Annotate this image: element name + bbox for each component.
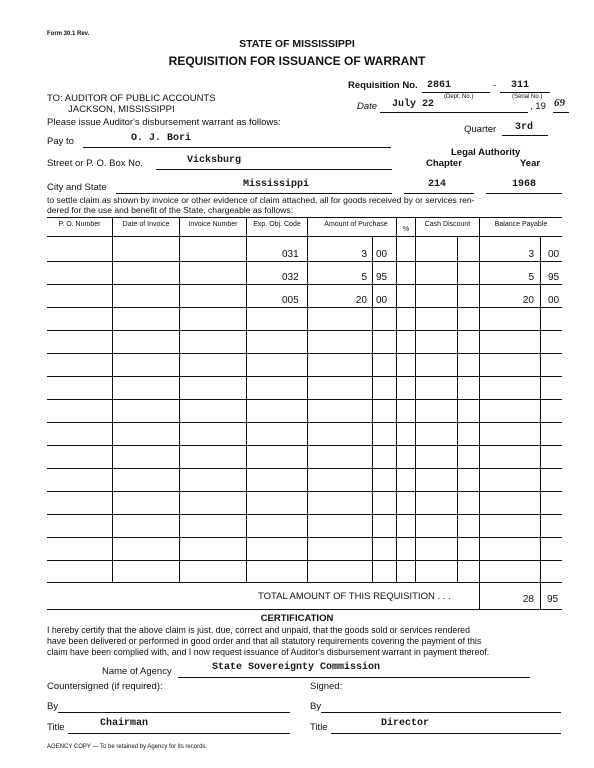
- quarter-value: 3rd: [515, 122, 534, 133]
- chapter-label: Chapter: [426, 158, 462, 169]
- requisition-dash: -: [493, 80, 497, 91]
- signed-label: Signed:: [310, 681, 343, 692]
- title-line-right: [331, 733, 561, 734]
- state-title: STATE OF MISSISSIPPI: [239, 38, 355, 50]
- total-label: TOTAL AMOUNT OF THIS REQUISITION . . .: [258, 591, 451, 602]
- quarter-label: Quarter: [464, 124, 497, 135]
- row-line: [47, 376, 562, 377]
- form-number: Form 30.1 Rev.: [47, 31, 90, 37]
- row-line: [47, 422, 562, 423]
- row-line: [47, 284, 562, 285]
- pay-to-value: O. J. Bori: [131, 133, 192, 144]
- row-line: [47, 445, 562, 446]
- header-po-number: P. O. Number: [58, 221, 101, 228]
- by-label-right: By: [310, 701, 322, 712]
- certification-line-1: I hereby certify that the above claim is just, due, correct and unpaid, that the goods sold or services rendered: [47, 625, 470, 635]
- legal-year-value: 1968: [512, 179, 537, 190]
- instruction-text: Please issue Auditor's disbursement warrant as follows:: [47, 117, 281, 128]
- page-title: REQUISITION FOR ISSUANCE OF WARRANT: [168, 54, 426, 68]
- row-2-amount-dollars: 5: [361, 272, 367, 283]
- title-value-left: Chairman: [100, 718, 149, 729]
- to-line-2: JACKSON, MISSISSIPPI: [68, 104, 175, 115]
- total-cents: 95: [547, 594, 559, 605]
- row-line: [47, 261, 562, 262]
- street-value: Vicksburg: [187, 155, 242, 166]
- row-line: [47, 560, 562, 561]
- row-line: [47, 399, 562, 400]
- row-line: [47, 330, 562, 331]
- street-line: [156, 169, 392, 170]
- row-line: [47, 307, 562, 308]
- by-line-left: [58, 712, 290, 713]
- row-line: [47, 468, 562, 469]
- year-prefix: , 19: [530, 101, 546, 112]
- col-divider: [372, 236, 373, 582]
- row-3-balance-dollars: 20: [522, 295, 534, 306]
- row-3-amount-dollars: 20: [355, 295, 367, 306]
- header-exp-obj-code: Exp. Obj. Code: [253, 221, 301, 228]
- agency-value: State Sovereignty Commission: [212, 662, 381, 673]
- row-1-balance-dollars: 3: [528, 249, 534, 260]
- city-value: Mississippi: [243, 179, 310, 190]
- city-line: [116, 193, 392, 194]
- serial-no-caption: (Serial No.): [512, 94, 543, 100]
- certification-line-2: have been delivered or performed in good order and that all statutory requirements covering the payment of this: [47, 636, 482, 646]
- table-header-border: [47, 236, 562, 237]
- agency-line: [178, 677, 530, 678]
- chapter-value: 214: [428, 179, 447, 190]
- year-suffix: 69: [554, 97, 565, 109]
- header-percent: %: [402, 226, 410, 233]
- pay-to-label: Pay to: [47, 136, 74, 147]
- settle-text-line-1: to settle claim as shown by invoice or other evidence of claim attached, all for goods received by or services ren-: [47, 195, 475, 205]
- title-value-right: Director: [381, 718, 430, 729]
- row-1-exp-code: 031: [282, 249, 299, 260]
- row-3-amount-cents: 00: [376, 295, 388, 306]
- dept-no-line: [422, 92, 490, 93]
- title-line-left: [68, 733, 290, 734]
- row-2-exp-code: 032: [282, 272, 299, 283]
- col-divider: [457, 236, 458, 582]
- date-label: Date: [357, 101, 378, 112]
- row-line: [47, 514, 562, 515]
- row-1-amount-dollars: 3: [361, 249, 367, 260]
- row-2-balance-cents: 95: [548, 272, 560, 283]
- city-label: City and State: [47, 182, 107, 193]
- title-label-left: Title: [47, 722, 65, 733]
- legal-authority-title: Legal Authority: [451, 147, 521, 158]
- row-2-balance-dollars: 5: [528, 272, 534, 283]
- agency-label: Name of Agency: [102, 666, 172, 677]
- quarter-line: [502, 135, 548, 136]
- chapter-line: [404, 193, 474, 194]
- certification-line-3: claim have been complied with, and I now request issuance of Auditor's disbursement warrant in payment thereof.: [47, 647, 490, 657]
- date-line: [380, 112, 528, 113]
- row-3-exp-code: 005: [282, 295, 299, 306]
- footer-note: AGENCY COPY — To be retained by Agency for its records.: [47, 744, 208, 750]
- countersigned-label: Countersigned (if required):: [47, 681, 163, 692]
- serial-no-value: 311: [511, 80, 530, 91]
- row-line: [47, 491, 562, 492]
- header-cash-discount: Cash Discount: [424, 221, 471, 228]
- requisition-label: Requisition No.: [348, 80, 418, 91]
- title-label-right: Title: [310, 722, 328, 733]
- row-line: [47, 582, 562, 583]
- row-2-amount-cents: 95: [376, 272, 388, 283]
- header-invoice-number: Invoice Number: [188, 221, 238, 228]
- total-dollars: 28: [522, 594, 534, 605]
- row-line: [47, 353, 562, 354]
- row-line: [47, 537, 562, 538]
- legal-year-line: [486, 193, 562, 194]
- by-label-left: By: [47, 701, 59, 712]
- dept-no-value: 2861: [427, 80, 452, 91]
- to-line-1: TO: AUDITOR OF PUBLIC ACCOUNTS: [47, 93, 216, 104]
- serial-no-line: [500, 92, 550, 93]
- row-1-amount-cents: 00: [376, 249, 388, 260]
- certification-title: CERTIFICATION: [260, 613, 334, 624]
- header-date-of-invoice: Date of Invoice: [122, 221, 170, 228]
- col-divider: [479, 217, 480, 609]
- date-value: July 22: [392, 99, 435, 110]
- year-line: [553, 112, 569, 113]
- year-label: Year: [520, 158, 541, 169]
- total-bottom-border: [47, 609, 562, 610]
- dept-no-caption: (Dept. No.): [444, 94, 474, 100]
- table-top-border: [47, 217, 562, 218]
- header-balance-payable: Balance Payable: [494, 221, 548, 228]
- pay-to-line: [83, 147, 391, 148]
- by-line-right: [321, 712, 561, 713]
- row-1-balance-cents: 00: [548, 249, 560, 260]
- settle-text-line-2: dered for the use and benefit of the State, chargeable as follows:: [47, 205, 294, 215]
- row-3-balance-cents: 00: [548, 295, 560, 306]
- header-amount-of-purchase: Amount of Purchase: [324, 221, 388, 228]
- street-label: Street or P. O. Box No.: [47, 158, 143, 169]
